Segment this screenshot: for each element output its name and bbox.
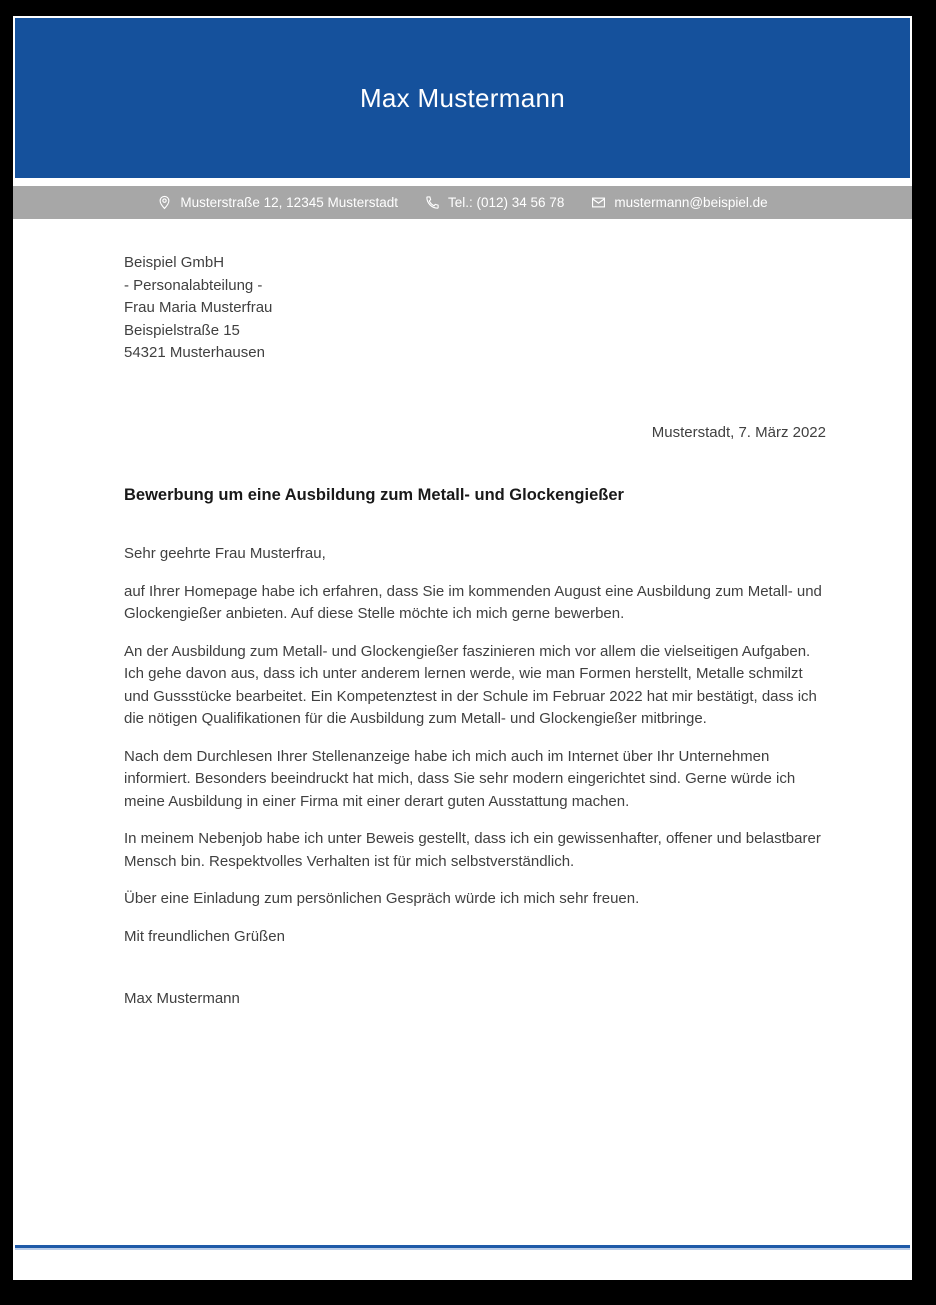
contact-bar — [13, 186, 912, 219]
paragraph-company: Nach dem Durchlesen Ihrer Stellenanzeige habe ich mich auch im Internet über Ihr Unternehmen informiert. Besonders beeindruckt hat mich, dass Sie sehr modern eingerichtet sind. Gerne würde ich meine Ausbildung in einer Firma mit einer derart guten Ausstattung machen. — [124, 747, 796, 810]
signature-name: Max Mustermann — [124, 990, 240, 1007]
contact-phone — [425, 195, 564, 210]
recipient-line: Beispiel GmbH — [124, 254, 225, 271]
recipient-line: 54321 Musterhausen — [124, 344, 265, 361]
contact-email — [591, 195, 767, 210]
phone-icon — [425, 195, 440, 210]
paragraph-strengths: In meinem Nebenjob habe ich unter Beweis gestellt, dass ich ein gewissenhafter, offener und belastbarer Mensch bin. Respektvolles Verhalten ist für mich selbstverständlich. — [124, 830, 821, 870]
page-title: Max Mustermann — [359, 82, 566, 113]
recipient-line: - Personalabteilung - — [124, 276, 263, 294]
recipient-line: Beispielstraße 15 — [124, 321, 240, 339]
footer-rule — [15, 1245, 910, 1250]
envelope-icon — [591, 195, 606, 210]
letter-body — [124, 219, 826, 1011]
paragraph-motivation: An der Ausbildung zum Metall- und Glockengießer faszinieren mich vor allem die vielseitigen Aufgaben. Ich gehe davon aus, dass ich unter anderem lernen werde, wie man Formen herstellt, Metalle schmilzt und Gussstücke bearbeitet. Ein Kompetenztest in der Schule im Februar 2022 hat mir bestätigt, dass ich die nötigen Qualifikationen für die Ausbildung zum Metall- und Glockengießer mitbringe. — [124, 642, 817, 727]
contact-phone-text: Tel.: (012) 34 56 78 — [448, 195, 565, 210]
contact-address-text: Musterstraße 12, 12345 Musterstadt — [180, 195, 398, 210]
contact-email-text: mustermann@beispiel.de — [614, 195, 768, 210]
recipient-address — [124, 252, 826, 365]
salutation: Sehr geehrte Frau Musterfrau, — [124, 545, 326, 562]
paragraph-intro: auf Ihrer Homepage habe ich erfahren, dass Sie im kommenden August eine Ausbildung zum Metall- und Glockengießer anbieten. Auf diese Stelle möchte ich mich gerne bewerben. — [124, 582, 822, 622]
subject-line: Bewerbung um eine Ausbildung zum Metall- und Glockengießer — [124, 486, 624, 504]
contact-address — [157, 195, 398, 210]
date-line: Musterstadt, 7. März 2022 — [651, 423, 826, 441]
location-pin-icon — [157, 195, 172, 210]
letter-page — [13, 16, 912, 1280]
paragraph-invitation: Über eine Einladung zum persönlichen Gespräch würde ich mich sehr freuen. — [124, 890, 640, 907]
closing: Mit freundlichen Grüßen — [124, 927, 285, 945]
letterhead — [15, 18, 910, 178]
recipient-line: Frau Maria Musterfrau — [124, 299, 273, 316]
